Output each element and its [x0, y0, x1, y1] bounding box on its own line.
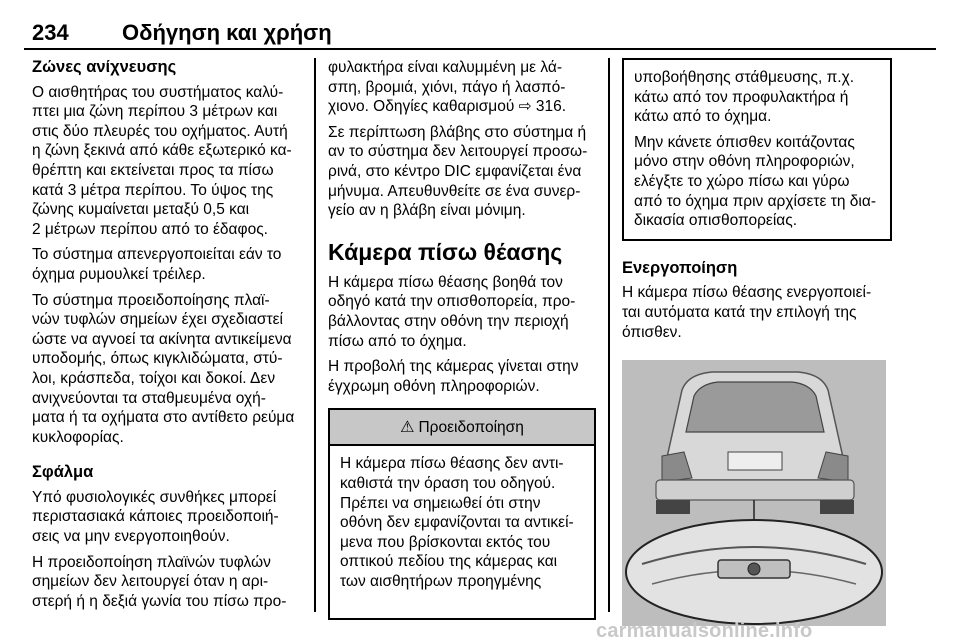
paragraph: Ο αισθητήρας του συστήματος καλύ- πτει μια ζώνη περίπου 3 μέτρων και στις δύο πλευρές του οχήματος. Αυτή η ζώνη ξεκινά από κάθε εξωτερικό κα- θρέπτη και εκτείνεται προς τα πίσω κατά 3 μέτρα περίπου. Το ύψος της ζώνης κυμαίνεται μεταξύ 0,5 και 2 μέτρων περίπου από το έδαφος. [32, 83, 292, 238]
warning-box [328, 408, 596, 620]
column-1 [32, 58, 300, 617]
header-rule [24, 48, 936, 50]
warning-box-continued [622, 58, 892, 241]
warning-title: Προειδοποίηση [418, 418, 524, 436]
page-header [24, 6, 936, 46]
heading-fault: Σφάλμα [32, 463, 94, 482]
paragraph: Μην κάνετε όπισθεν κοιτάζοντας μόνο στην οθόνη πληροφοριών, ελέγξτε το χώρο πίσω και γύρω από το όχημα πριν αρχίσετε τη δια- δικασία οπισθοπορείας. [634, 133, 876, 230]
page-number: 234 [32, 20, 69, 45]
rear-camera-car-illustration [622, 360, 886, 626]
heading-detection-zones: Ζώνες ανίχνευσης [32, 58, 177, 76]
heading-activation: Ενεργοποίηση [622, 258, 738, 277]
page-title: Οδήγηση και χρήση [122, 20, 332, 45]
paragraph: Η κάμερα πίσω θέασης ενεργοποιεί- ται αυτόματα κατά την επιλογή της όπισθεν. [622, 284, 872, 341]
paragraph: Υπό φυσιολογικές συνθήκες μπορεί περιστασιακά κάποιες προειδοποιή- σεις να μην ενεργοποιηθούν. [32, 488, 279, 546]
warning-triangle-icon: ⚠ [400, 418, 415, 436]
paragraph: φυλακτήρα είναι καλυμμένη με λά- σπη, βρομιά, χιόνι, πάγο ή λασπό- χιονο. Οδηγίες καθαρισμού ⇨ 316. [328, 59, 567, 116]
paragraph: Το σύστημα προειδοποίησης πλαϊ- νών τυφλών σημείων έχει σχεδιαστεί ώστε να αγνοεί τα ακίνητα αντικείμενα υποδομής, όπως κιγκλιδώματα, στύ- λοι, κράσπεδα, τοίχοι και δοκοί. Δεν ανιχνεύονται τα σταθμευμένα οχή- ματα ή τα οχήματα στο αντίθετο ρεύμα κυκλοφορίας. [32, 291, 295, 446]
column-3 [622, 58, 892, 383]
paragraph: Η κάμερα πίσω θέασης βοηθά τον οδηγό κατά την οπισθοπορεία, προ- βάλλοντας στην οθόνη την περιοχή πίσω από το όχημα. [328, 273, 576, 350]
heading-rear-camera: Κάμερα πίσω θέασης [328, 238, 563, 265]
paragraph: υποβοήθησης στάθμευσης, π.χ. κάτω από τον προφυλακτήρα ή κάτω από το όχημα. [634, 69, 855, 126]
paragraph: Το σύστημα απενεργοποιείται εάν το όχημα ρυμουλκεί τρέιλερ. [32, 246, 282, 283]
paragraph: Σε περίπτωση βλάβης στο σύστημα ή αν το σύστημα δεν λειτουργεί προσω- ρινά, στο κέντρο DIC εμφανίζεται ένα μήνυμα. Απευθυνθείτε σε ένα συνερ- γείο αν η βλάβη είναι μόνιμη. [328, 123, 588, 220]
warning-text: Η κάμερα πίσω θέασης δεν αντι- καθιστά την όραση του οδηγού. Πρέπει να σημειωθεί ότι στην οθόνη δεν εμφανίζονται τα αντικεί- μενα που βρίσκονται εκτός του οπτικού πεδίου της κάμερας και των αισθητήρων προηγμένης [340, 455, 574, 590]
watermark: carmanualsonline.info [596, 620, 813, 642]
column-divider-1 [314, 58, 316, 612]
paragraph: Η προβολή της κάμερας γίνεται στην έγχρωμη οθόνη πληροφοριών. [328, 358, 579, 395]
paragraph: Η προειδοποίηση πλαϊνών τυφλών σημείων δεν λειτουργεί όταν η αρι- στερή ή η δεξιά γωνία του πίσω προ- [32, 553, 287, 610]
column-divider-2 [608, 58, 610, 612]
column-2 [328, 58, 596, 620]
warning-header [330, 410, 594, 446]
